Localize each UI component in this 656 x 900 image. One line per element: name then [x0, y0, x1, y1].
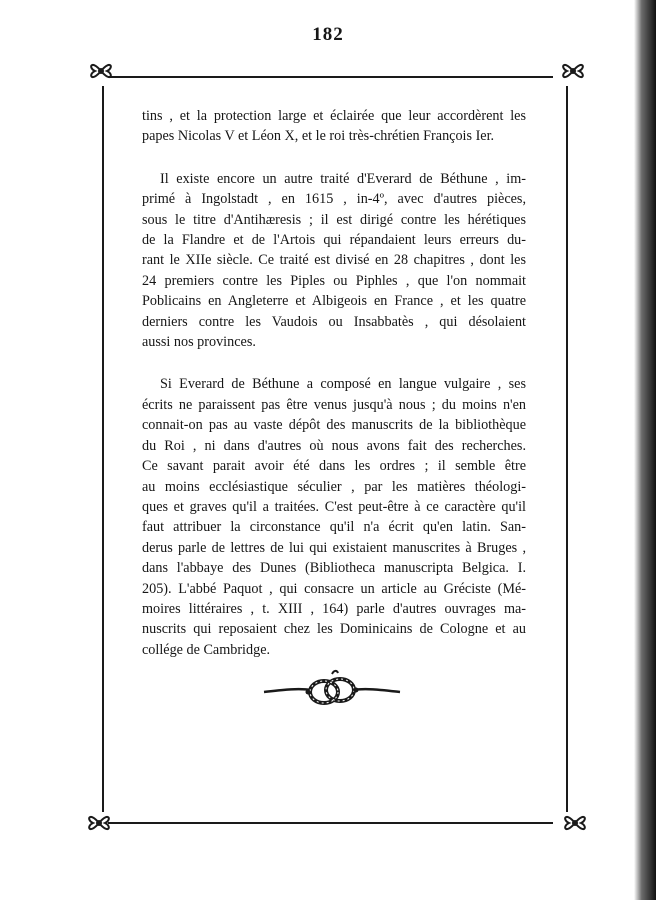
text-line: aussi nos provinces.	[142, 334, 256, 351]
text-line: sous le titre d'Antihæresis ; il est dirigé contre les hérétiques	[142, 211, 526, 228]
text-line: dans l'abbaye des Dunes (Bibliotheca manuscripta Belgica. I.	[142, 560, 526, 577]
text-line: ques et graves qu'il a traitées. C'est peut-être à ce caractère qu'il	[142, 498, 526, 515]
text-line: de la Flandre et de l'Artois qui répandaient leurs erreurs du-	[142, 232, 526, 249]
frame-top-rule	[108, 76, 553, 78]
corner-fleuron-icon	[84, 808, 114, 838]
frame-left-rule	[102, 86, 104, 812]
corner-fleuron-icon	[560, 808, 590, 838]
text-line: connait-on pas au vaste dépôt des manuscrits de la bibliothèque	[142, 417, 526, 434]
body-text	[142, 106, 526, 660]
text-line: rant le XIIe siècle. Ce traité est divisé en 28 chapitres , dont les	[142, 252, 526, 269]
knotted-serpent-ornament-icon	[262, 668, 402, 712]
paragraph	[142, 106, 526, 147]
text-line: papes Nicolas V et Léon X, et le roi très-chrétien François Ier.	[142, 128, 495, 145]
text-line: 24 premiers contre les Piples ou Piphles , que l'on nommait	[142, 272, 526, 289]
text-line: 205). L'abbé Paquot , qui consacre un article au Gréciste (Mé-	[142, 580, 526, 597]
paragraph	[142, 169, 526, 353]
text-line: primé à Ingolstadt , en 1615 , in-4º, avec d'autres pièces,	[142, 191, 526, 208]
text-line: du Roi , ni dans d'autres où nous avons fait des recherches.	[142, 437, 526, 454]
text-line: derus parle de lettres de lui qui existaient manuscrites à Bruges ,	[142, 539, 526, 556]
page-gutter-shadow	[634, 0, 656, 900]
corner-fleuron-icon	[558, 56, 588, 86]
frame-right-rule	[566, 86, 568, 812]
text-line: collége de Cambridge.	[142, 641, 271, 658]
text-line: Il existe encore un autre traité d'Everard de Béthune , im-	[160, 170, 526, 187]
text-line: Poblicains en Angleterre et Albigeois en France , et les quatre	[142, 293, 526, 310]
paragraph	[142, 374, 526, 660]
text-line: derniers contre les Vaudois ou Insabbatès , qui désolaient	[142, 313, 526, 330]
page-number: 182	[312, 24, 344, 45]
frame-bottom-rule	[108, 822, 553, 824]
text-line: tins , et la protection large et éclairée que leur accordèrent les	[142, 108, 526, 124]
text-line: Ce savant parait avoir été dans les ordres ; il semble être	[142, 458, 526, 475]
text-line: nuscrits qui reposaient chez les Dominicains de Cologne et au	[142, 621, 526, 638]
text-line: Si Everard de Béthune a composé en langue vulgaire , ses	[160, 376, 526, 393]
corner-fleuron-icon	[86, 56, 116, 86]
text-line: faut attribuer la circonstance qu'il n'a écrit qu'en latin. San-	[142, 519, 526, 536]
text-line: moires littéraires , t. XIII , 164) parle d'autres ouvrages ma-	[142, 600, 526, 617]
text-line: écrits ne paraissent pas être venus jusqu'à nous ; du moins n'en	[142, 396, 526, 413]
text-line: au moins ecclésiastique séculier , par les matières théologi-	[142, 478, 526, 495]
